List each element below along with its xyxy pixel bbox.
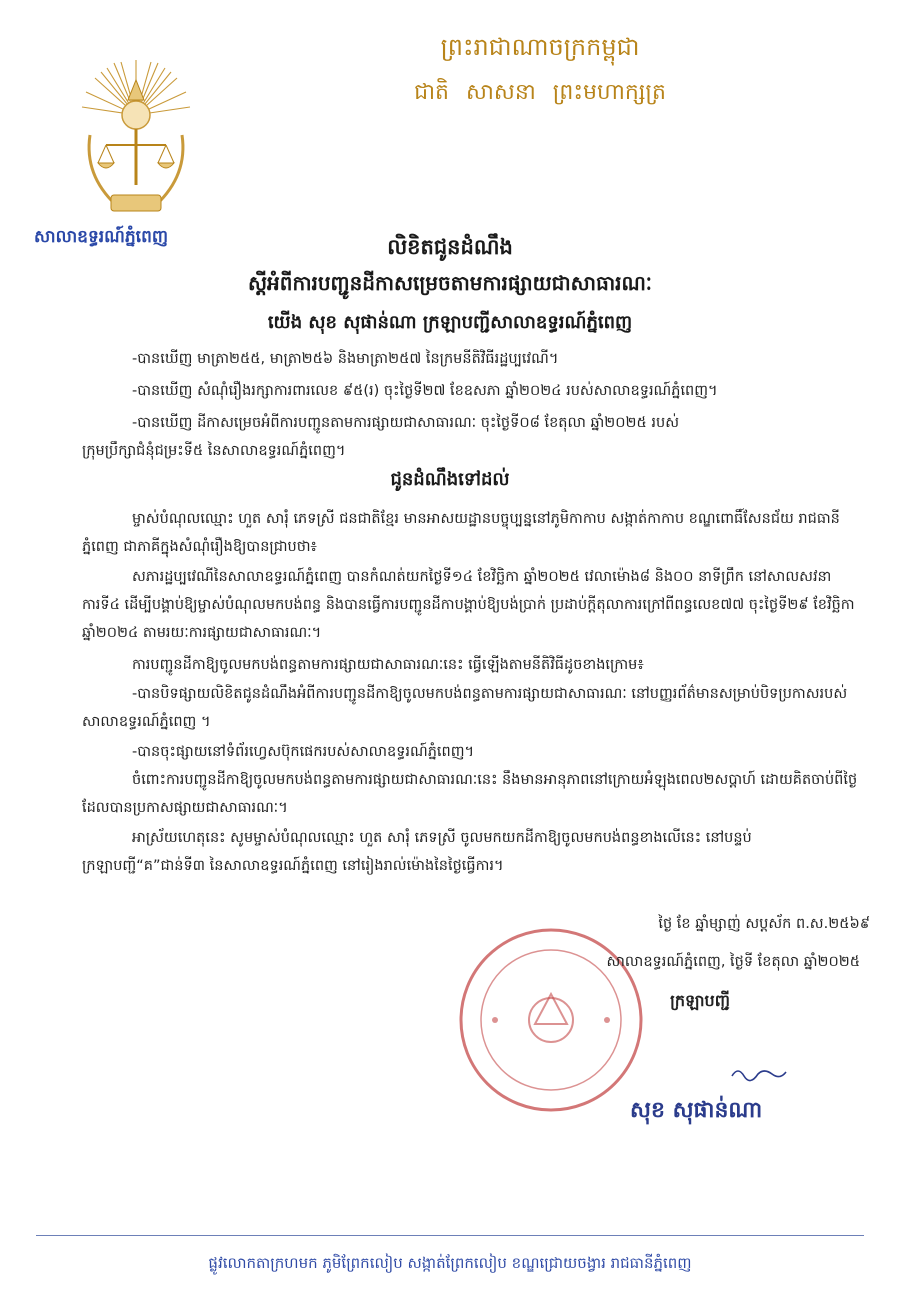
reference-line: -បានឃើញ ដីកាសម្រេចអំពីការបញ្ជូនតាមការផ្សាយជាសាធារណៈ ចុះថ្ងៃទី០៨ ខែតុលា ឆ្នាំ២០២៥ របស់ xyxy=(132,415,679,431)
body-paragraph: -បានបិទផ្សាយលិខិតជូនដំណឹងអំពីការបញ្ជូនដីកាឱ្យចូលមកបង់ពន្ធតាមការផ្សាយជាសាធារណៈ នៅបញ្ញរព័ត៌មានសម្រាប់បិទប្រកាសរបស់សាលាឧទ្ធរណ៍ភ្នំពេញ ។ xyxy=(82,686,848,730)
solar-date: សាលាឧទ្ធរណ៍ភ្នំពេញ, ថ្ងៃទី ខែតុលា ឆ្នាំ២០២៥ xyxy=(606,954,860,970)
court-name: សាលាឧទ្ធរណ៍ភ្នំពេញ xyxy=(34,227,169,247)
body-paragraph: ចំពោះការបញ្ជូនដីកាឱ្យចូលមកបង់ពន្ធតាមការផ្សាយជាសាធារណៈនេះ នឹងមានអានុភាពនៅក្រោយអំឡុងពេល២សប្តាហ៍ ដោយគិតចាប់ពីថ្ងៃដែលបានប្រកាសផ្សាយជាសាធារណៈ។ xyxy=(82,772,858,816)
footer-divider xyxy=(36,1235,864,1236)
document-title: លិខិតជូនដំណឹង xyxy=(387,235,513,259)
body-paragraph: ម្ចាស់បំណុលឈ្មោះ ហួត សារុំ ភេទស្រី ជនជាតិខ្មែរ មានអាសយដ្ឋានបច្ចុប្បន្ននៅភូមិកាកាប សង្កាត់កាកាប ខណ្ឌពោធិ៍សែនជ័យ រាជធានីភ្នំពេញ ជាភាគីក្នុងសំណុំរឿងឱ្យបានជ្រាបថា៖ xyxy=(82,511,840,555)
issuer-line: យើង សុខ សុផាន់ណា ក្រឡាបញ្ជីសាលាឧទ្ធរណ៍ភ្នំពេញ xyxy=(267,312,633,333)
reference-line: -បានឃើញ មាត្រា២៥៥, មាត្រា២៥៦ និងមាត្រា២៥៧ នៃក្រមនីតិវិធីរដ្ឋប្បវេណី។ xyxy=(132,351,559,367)
body-paragraph: -បានចុះផ្សាយនៅទំព័រហ្វេសប៊ុកផេករបស់សាលាឧទ្ធរណ៍ភ្នំពេញ។ xyxy=(132,744,475,760)
national-motto: ជាតិ សាសនា ព្រះមហាក្សត្រ xyxy=(414,80,666,105)
body-paragraph: អាស្រ័យហេតុនេះ សូមម្ចាស់បំណុលឈ្មោះ ហួត សារុំ ភេទស្រី ចូលមកយកដីកាឱ្យចូលមកបង់ពន្ធខាងលើនេះ នៅបន្ទប់ក្រឡាបញ្ជី“គ”ជាន់ទី៣ នៃសាលាឧទ្ធរណ៍ភ្នំពេញ នៅរៀងរាល់ម៉ោងនៃថ្ងៃធ្វើការ។ xyxy=(82,830,752,874)
reference-line: -បានឃើញ សំណុំរឿងរក្សាការពារលេខ ៩៥(រ) ចុះថ្ងៃទី២៧ ខែឧសភា ឆ្នាំ២០២៤ របស់សាលាឧទ្ធរណ៍ភ្នំពេញ។ xyxy=(132,383,718,399)
document-subject: ស្តីអំពីការបញ្ជូនដីកាសម្រេចតាមការផ្សាយជាសាធារណៈ xyxy=(248,271,652,295)
royal-emblem-icon xyxy=(76,55,196,220)
inform-heading: ជូនដំណឹងទៅដល់ xyxy=(390,469,510,490)
signatory-name: សុខ សុផាន់ណា xyxy=(630,1097,763,1123)
signature-icon xyxy=(728,1060,788,1084)
footer-address: ផ្លូវលោកតាក្រហមក ភូមិព្រែកលៀប សង្កាត់ព្រែកលៀប ខណ្ឌជ្រោយចង្វារ រាជធានីភ្នំពេញ xyxy=(208,1254,692,1272)
signatory-role: ក្រឡាបញ្ជី xyxy=(670,991,730,1010)
lunar-date: ថ្ងៃ ខែ ឆ្នាំម្សាញ់ សប្តស័ក ព.ស.២៥៦៩ xyxy=(658,916,870,932)
kingdom-title: ព្រះរាជាណាចក្រកម្ពុជា xyxy=(440,33,640,61)
reference-line: ក្រុមប្រឹក្សាជំនុំជម្រះទី៥ នៃសាលាឧទ្ធរណ៍ភ្នំពេញ។ xyxy=(82,443,346,459)
body-paragraph: សភារដ្ឋប្បវេណីនៃសាលាឧទ្ធរណ៍ភ្នំពេញ បានកំណត់យកថ្ងៃទី១៤ ខែវិច្ឆិកា ឆ្នាំ២០២៥ វេលាម៉ោង៨ និង០០ នាទីព្រឹក នៅសាលសវនាការទី៤ ដើម្បីបង្គាប់ឱ្យម្ចាស់បំណុលមកបង់ពន្ធ និងបានធ្វើការបញ្ជូនដីកាបង្គាប់ឱ្យបង់ប្រាក់ ប្រដាប់ក្តីតុលាការក្រៅពីពន្ធលេខ៧៧ ចុះថ្ងៃទី២៩ ខែវិច្ឆិកា ឆ្នាំ២០២៤ តាមរយៈការផ្សាយជាសាធារណៈ។ xyxy=(82,569,855,641)
body-paragraph: ការបញ្ជូនដីកាឱ្យចូលមកបង់ពន្ធតាមការផ្សាយជាសាធារណៈនេះ ធ្វើឡើងតាមនីតិវិធីដូចខាងក្រោម៖ xyxy=(132,657,644,673)
